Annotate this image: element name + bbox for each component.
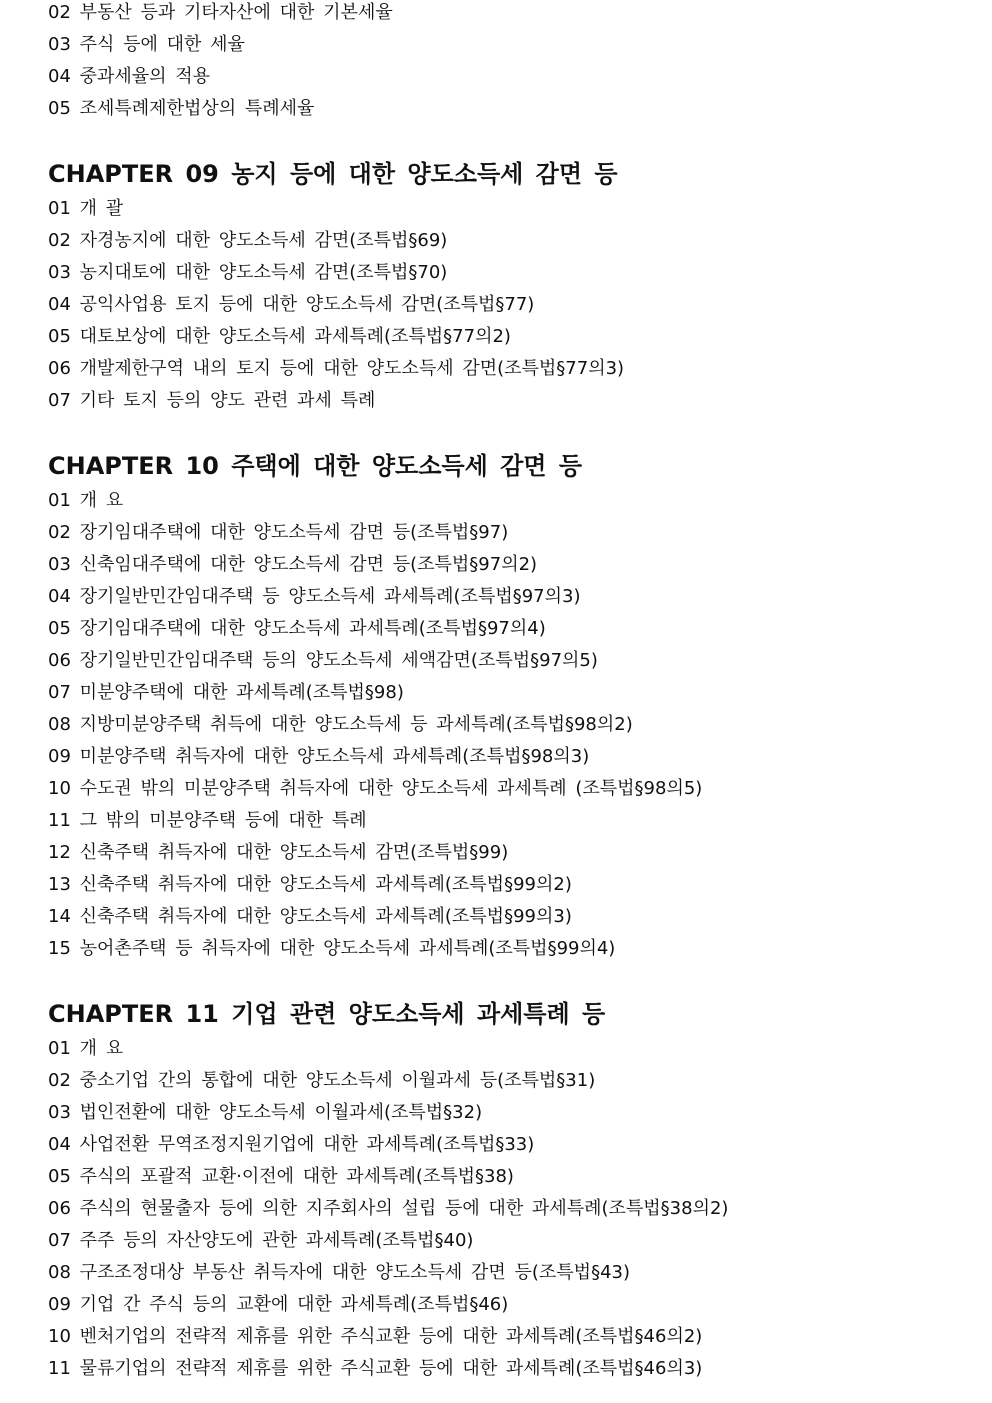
toc-item: 04 장기일반민간임대주택 등 양도소득세 과세특례(조특법§97의3) <box>48 586 581 607</box>
toc-item: 15 농어촌주택 등 취득자에 대한 양도소득세 과세특례(조특법§99의4) <box>48 938 616 959</box>
toc-item: 01 개 괄 <box>48 198 124 219</box>
toc-item: 02 중소기업 간의 통합에 대한 양도소득세 이월과세 등(조특법§31) <box>48 1070 596 1091</box>
toc-section-chapter-11 <box>48 997 968 1385</box>
toc-item: 01 개 요 <box>48 1038 124 1059</box>
toc-item: 08 구조조정대상 부동산 취득자에 대한 양도소득세 감면 등(조특법§43) <box>48 1262 630 1283</box>
toc-item: 06 주식의 현물출자 등에 의한 지주회사의 설립 등에 대한 과세특례(조특법§38의2) <box>48 1198 729 1219</box>
toc-item: 02 부동산 등과 기타자산에 대한 기본세율 <box>48 2 393 23</box>
toc-item: 03 신축임대주택에 대한 양도소득세 감면 등(조특법§97의2) <box>48 554 538 575</box>
toc-item: 12 신축주택 취득자에 대한 양도소득세 감면(조특법§99) <box>48 842 509 863</box>
toc-item: 10 수도권 밖의 미분양주택 취득자에 대한 양도소득세 과세특례 (조특법§98의5) <box>48 778 703 799</box>
toc-section-chapter-08-continued <box>48 0 968 125</box>
toc-item: 02 장기임대주택에 대한 양도소득세 감면 등(조특법§97) <box>48 522 509 543</box>
table-of-contents <box>48 0 968 1385</box>
toc-item: 10 벤처기업의 전략적 제휴를 위한 주식교환 등에 대한 과세특례(조특법§46의2) <box>48 1326 703 1347</box>
toc-item: 01 개 요 <box>48 490 124 511</box>
toc-item: 05 장기임대주택에 대한 양도소득세 과세특례(조특법§97의4) <box>48 618 546 639</box>
chapter-heading: CHAPTER 09 농지 등에 대한 양도소득세 감면 등 <box>48 160 618 188</box>
toc-item: 04 사업전환 무역조정지원기업에 대한 과세특례(조특법§33) <box>48 1134 535 1155</box>
toc-section-chapter-10 <box>48 449 968 965</box>
toc-item: 02 자경농지에 대한 양도소득세 감면(조특법§69) <box>48 230 448 251</box>
toc-item: 06 장기일반민간임대주택 등의 양도소득세 세액감면(조특법§97의5) <box>48 650 598 671</box>
toc-item: 09 미분양주택 취득자에 대한 양도소득세 과세특례(조특법§98의3) <box>48 746 590 767</box>
toc-item: 04 중과세율의 적용 <box>48 66 211 87</box>
toc-item: 03 주식 등에 대한 세율 <box>48 34 245 55</box>
toc-item: 04 공익사업용 토지 등에 대한 양도소득세 감면(조특법§77) <box>48 294 535 315</box>
toc-item: 03 법인전환에 대한 양도소득세 이월과세(조특법§32) <box>48 1102 483 1123</box>
toc-item: 05 주식의 포괄적 교환·이전에 대한 과세특례(조특법§38) <box>48 1166 514 1187</box>
toc-item: 05 대토보상에 대한 양도소득세 과세특례(조특법§77의2) <box>48 326 511 347</box>
toc-item: 07 기타 토지 등의 양도 관련 과세 특례 <box>48 390 376 411</box>
toc-item: 03 농지대토에 대한 양도소득세 감면(조특법§70) <box>48 262 448 283</box>
toc-item: 09 기업 간 주식 등의 교환에 대한 과세특례(조특법§46) <box>48 1294 509 1315</box>
chapter-heading: CHAPTER 10 주택에 대한 양도소득세 감면 등 <box>48 452 583 480</box>
toc-item: 14 신축주택 취득자에 대한 양도소득세 과세특례(조특법§99의3) <box>48 906 572 927</box>
toc-item: 13 신축주택 취득자에 대한 양도소득세 과세특례(조특법§99의2) <box>48 874 572 895</box>
toc-item: 11 물류기업의 전략적 제휴를 위한 주식교환 등에 대한 과세특례(조특법§46의3) <box>48 1358 703 1379</box>
chapter-heading: CHAPTER 11 기업 관련 양도소득세 과세특례 등 <box>48 1000 606 1028</box>
toc-item: 08 지방미분양주택 취득에 대한 양도소득세 등 과세특례(조특법§98의2) <box>48 714 633 735</box>
toc-item: 11 그 밖의 미분양주택 등에 대한 특례 <box>48 810 367 831</box>
toc-item: 05 조세특례제한법상의 특례세율 <box>48 98 315 119</box>
toc-section-chapter-09 <box>48 157 968 417</box>
toc-item: 07 주주 등의 자산양도에 관한 과세특례(조특법§40) <box>48 1230 474 1251</box>
toc-item: 06 개발제한구역 내의 토지 등에 대한 양도소득세 감면(조특법§77의3) <box>48 358 625 379</box>
toc-item: 07 미분양주택에 대한 과세특례(조특법§98) <box>48 682 404 703</box>
